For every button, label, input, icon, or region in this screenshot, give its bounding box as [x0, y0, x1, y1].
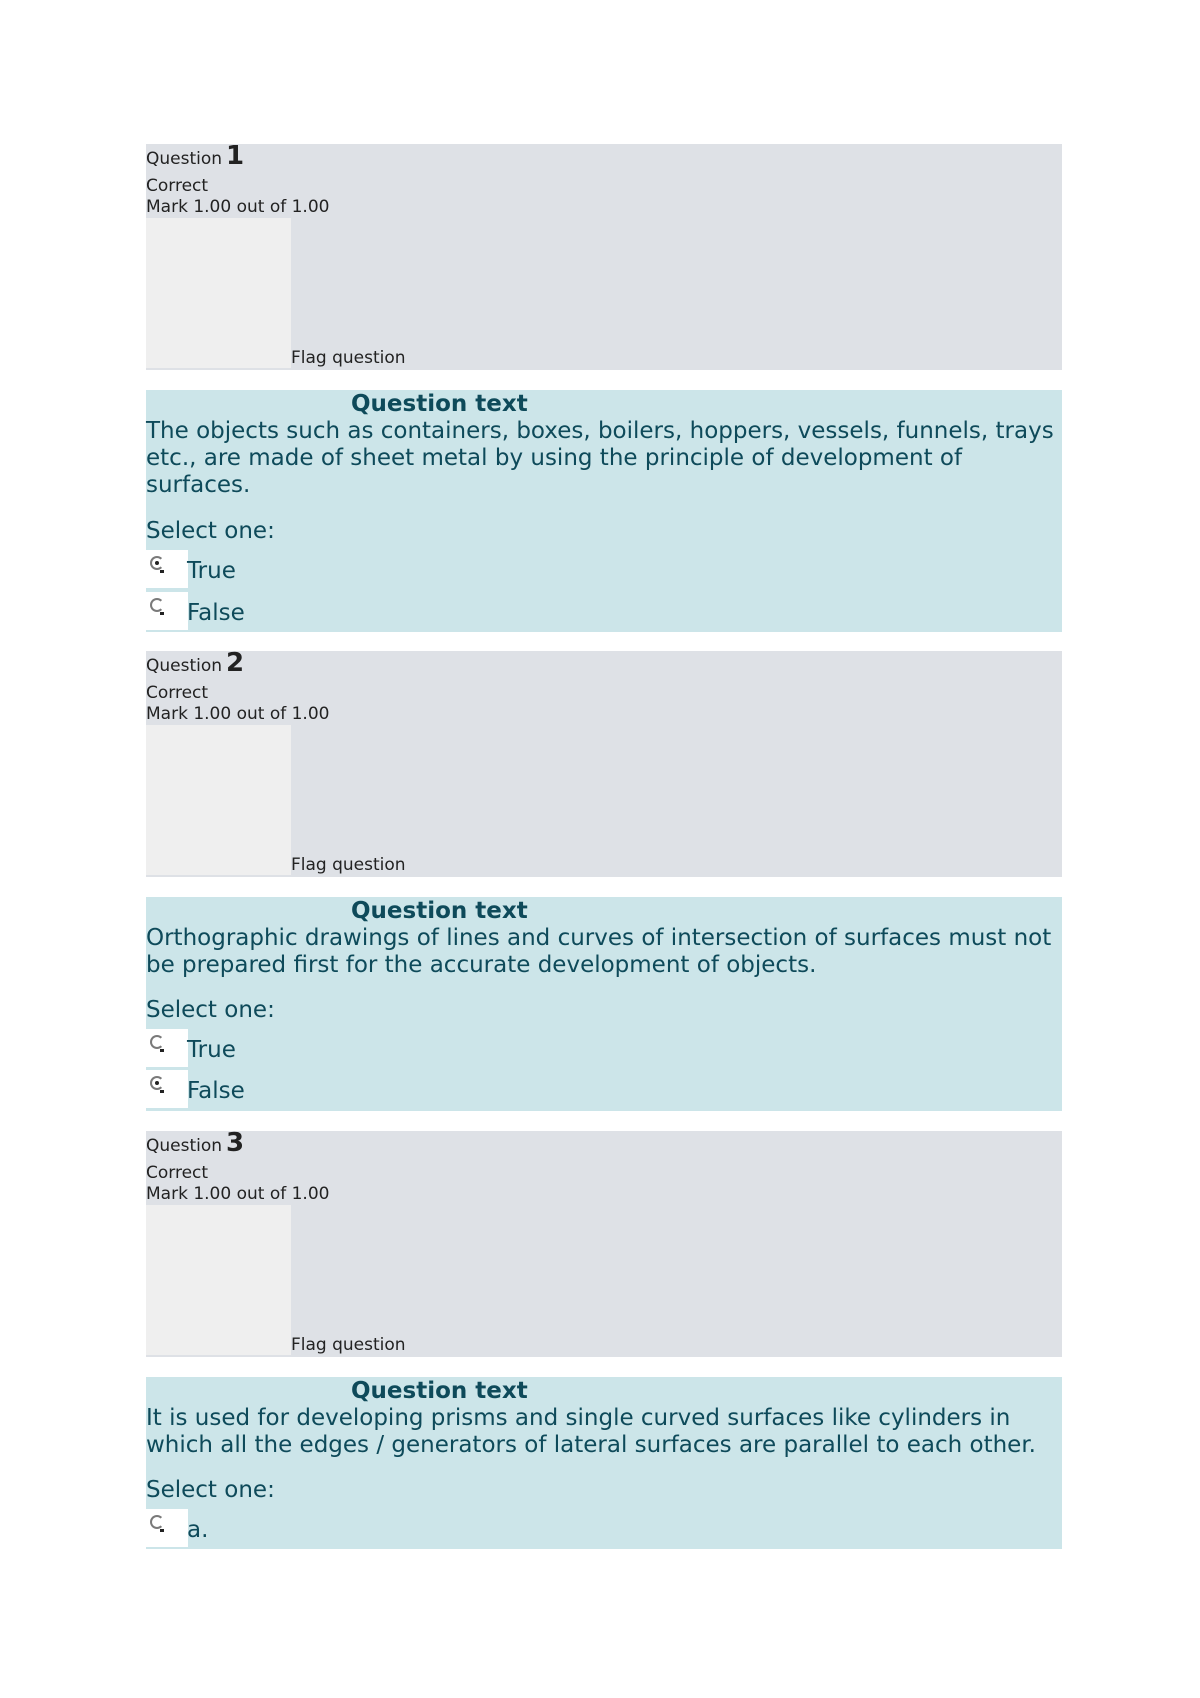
question-state: Correct: [146, 1163, 209, 1183]
question-state: Correct: [146, 683, 209, 703]
radio-button[interactable]: [146, 550, 188, 588]
select-prompt: Select one:: [146, 1477, 275, 1503]
question-text-label: Question text: [351, 1378, 528, 1404]
radio-button[interactable]: [146, 1509, 188, 1547]
question-1: [146, 141, 1062, 632]
question-text-label: Question text: [351, 391, 528, 417]
question-number-value: 1: [226, 141, 245, 171]
answer-label[interactable]: False: [187, 1078, 245, 1104]
radio-button[interactable]: [146, 1070, 188, 1108]
flag-question-link[interactable]: Flag question: [291, 348, 406, 368]
question-prefix: Question: [146, 656, 223, 676]
flag-icon[interactable]: [146, 218, 291, 368]
question-content: [146, 390, 1062, 632]
answer-option[interactable]: [146, 550, 446, 590]
question-number: [146, 141, 245, 171]
answer-option[interactable]: [146, 592, 446, 632]
flag-question-link[interactable]: Flag question: [291, 855, 406, 875]
question-2: [146, 648, 1062, 1111]
flag-icon[interactable]: [146, 1205, 291, 1355]
radio-unchecked-icon[interactable]: [150, 1035, 164, 1049]
radio-checked-icon[interactable]: [150, 1076, 164, 1090]
radio-checked-icon[interactable]: [150, 556, 164, 570]
radio-unchecked-icon[interactable]: [150, 598, 164, 612]
question-text: It is used for developing prisms and single curved surfaces like cylinders in which all the edges / generators of lateral surfaces are parallel to each other.: [146, 1405, 1036, 1458]
flag-question-link[interactable]: Flag question: [291, 1335, 406, 1355]
select-prompt: Select one:: [146, 997, 275, 1023]
radio-button[interactable]: [146, 592, 188, 630]
question-info: [146, 141, 1062, 370]
question-prefix: Question: [146, 149, 223, 169]
select-prompt: Select one:: [146, 518, 275, 544]
question-grade: Mark 1.00 out of 1.00: [146, 197, 330, 217]
flag-icon[interactable]: [146, 725, 291, 875]
answer-label[interactable]: True: [187, 1037, 236, 1063]
question-text: The objects such as containers, boxes, boilers, hoppers, vessels, funnels, trays etc., are made of sheet metal by using the principle of development of surfaces.: [146, 418, 1054, 498]
question-text-label: Question text: [351, 898, 528, 924]
question-prefix: Question: [146, 1136, 223, 1156]
answer-option[interactable]: [146, 1029, 446, 1069]
question-content: [146, 1377, 1062, 1549]
question-number: [146, 648, 245, 678]
question-number-value: 3: [226, 1128, 245, 1158]
radio-button[interactable]: [146, 1029, 188, 1067]
question-grade: Mark 1.00 out of 1.00: [146, 1184, 330, 1204]
answer-label[interactable]: a.: [187, 1517, 209, 1543]
answer-label[interactable]: False: [187, 600, 245, 626]
answer-label[interactable]: True: [187, 558, 236, 584]
question-3: [146, 1128, 1062, 1549]
question-state: Correct: [146, 176, 209, 196]
question-info: [146, 648, 1062, 877]
answer-option[interactable]: [146, 1070, 446, 1110]
question-number: [146, 1128, 245, 1158]
radio-unchecked-icon[interactable]: [150, 1515, 164, 1529]
question-text: Orthographic drawings of lines and curves of intersection of surfaces must not be prepared first for the accurate development of objects.: [146, 925, 1052, 978]
question-number-value: 2: [226, 648, 245, 678]
question-content: [146, 897, 1062, 1111]
question-grade: Mark 1.00 out of 1.00: [146, 704, 330, 724]
answer-option[interactable]: [146, 1509, 446, 1549]
question-info: [146, 1128, 1062, 1357]
